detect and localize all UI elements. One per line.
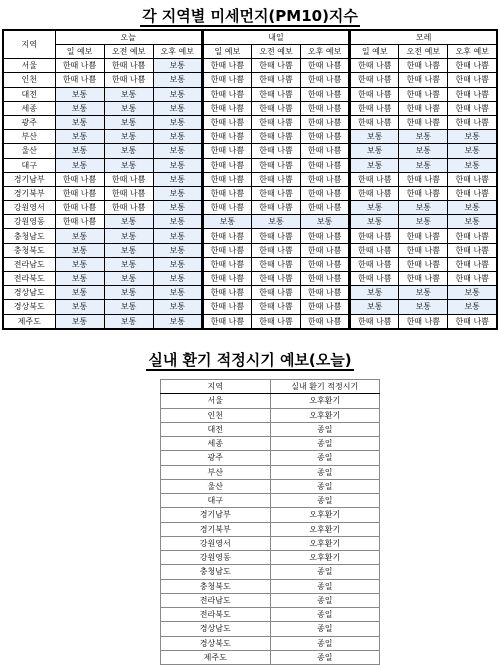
forecast-cell: 한때 나쁨 [202, 115, 251, 129]
forecast-cell: 한때 나쁨 [350, 87, 399, 101]
vent-time-cell: 종일 [270, 650, 380, 664]
forecast-cell: 한때 나쁨 [350, 186, 399, 200]
forecast-cell: 보통 [104, 300, 153, 314]
slot-header: 일 예보 [350, 45, 399, 59]
forecast-cell: 한때 나쁨 [55, 201, 104, 215]
forecast-cell: 보통 [153, 186, 202, 200]
forecast-cell: 한때 나쁨 [251, 257, 300, 271]
forecast-cell: 한때 나쁨 [301, 87, 350, 101]
pm10-forecast-table [2, 29, 498, 330]
vent-time-header: 실내 환기 적정시기 [270, 380, 380, 394]
forecast-cell: 한때 나쁨 [399, 243, 448, 257]
forecast-cell: 보통 [104, 272, 153, 286]
day-header-day-after: 모레 [350, 30, 497, 45]
region-cell: 울산 [3, 144, 55, 158]
vent-time-cell: 오후환기 [270, 551, 380, 565]
region-cell: 인천 [3, 73, 55, 87]
table-row [161, 536, 380, 550]
forecast-cell: 한때 나쁨 [448, 186, 497, 200]
forecast-cell: 보통 [153, 172, 202, 186]
table-row [3, 215, 497, 229]
forecast-cell: 보통 [350, 130, 399, 144]
forecast-cell: 한때 나쁨 [251, 144, 300, 158]
forecast-cell: 보통 [153, 215, 202, 229]
table-row [3, 87, 497, 101]
forecast-cell: 보통 [448, 130, 497, 144]
forecast-cell: 한때 나쁨 [55, 59, 104, 73]
forecast-cell: 보통 [448, 201, 497, 215]
forecast-cell: 한때 나쁨 [301, 186, 350, 200]
table-row [3, 101, 497, 115]
forecast-cell: 한때 나쁨 [202, 300, 251, 314]
forecast-cell: 한때 나쁨 [251, 115, 300, 129]
forecast-cell: 한때 나쁨 [202, 130, 251, 144]
forecast-cell: 보통 [153, 87, 202, 101]
slot-header: 오전 예보 [399, 45, 448, 59]
forecast-cell: 한때 나쁨 [448, 172, 497, 186]
forecast-cell: 보통 [399, 144, 448, 158]
table-row [161, 451, 380, 465]
table-row [161, 636, 380, 650]
forecast-cell: 보통 [153, 272, 202, 286]
region-cell: 경기남부 [3, 172, 55, 186]
forecast-cell: 한때 나쁨 [202, 243, 251, 257]
forecast-cell: 한때 나쁨 [301, 172, 350, 186]
table-row [161, 494, 380, 508]
forecast-cell: 한때 나쁨 [202, 101, 251, 115]
forecast-cell: 한때 나쁨 [202, 144, 251, 158]
forecast-cell: 한때 나쁨 [399, 87, 448, 101]
region-cell: 경기북부 [3, 186, 55, 200]
vent-region-cell: 경상남도 [161, 622, 271, 636]
forecast-cell: 한때 나쁨 [251, 73, 300, 87]
forecast-cell: 보통 [399, 130, 448, 144]
vent-time-cell: 종일 [270, 622, 380, 636]
region-header: 지역 [3, 30, 55, 59]
forecast-cell: 보통 [104, 286, 153, 300]
forecast-cell: 한때 나쁨 [301, 243, 350, 257]
forecast-cell: 한때 나쁨 [399, 186, 448, 200]
table-row [161, 579, 380, 593]
table-row [3, 73, 497, 87]
forecast-cell: 한때 나쁨 [399, 101, 448, 115]
forecast-cell: 한때 나쁨 [251, 286, 300, 300]
vent-region-cell: 서울 [161, 394, 271, 408]
vent-region-cell: 인천 [161, 408, 271, 422]
forecast-cell: 한때 나쁨 [448, 101, 497, 115]
forecast-cell: 한때 나쁨 [104, 172, 153, 186]
vent-time-cell: 오후환기 [270, 394, 380, 408]
vent-region-cell: 부산 [161, 465, 271, 479]
forecast-cell: 보통 [55, 158, 104, 172]
forecast-cell: 한때 나쁨 [448, 243, 497, 257]
forecast-cell: 한때 나쁨 [448, 59, 497, 73]
ventilation-header-row [161, 380, 380, 394]
table-row [3, 144, 497, 158]
forecast-cell: 보통 [350, 286, 399, 300]
forecast-cell: 보통 [104, 130, 153, 144]
forecast-cell: 한때 나쁨 [448, 229, 497, 243]
table-row [161, 551, 380, 565]
forecast-cell: 한때 나쁨 [251, 87, 300, 101]
vent-region-cell: 전라북도 [161, 608, 271, 622]
forecast-cell: 한때 나쁨 [202, 172, 251, 186]
vent-time-cell: 종일 [270, 451, 380, 465]
forecast-cell: 보통 [399, 201, 448, 215]
forecast-cell: 한때 나쁨 [251, 59, 300, 73]
forecast-cell: 한때 나쁨 [448, 257, 497, 271]
vent-time-cell: 종일 [270, 565, 380, 579]
forecast-cell: 보통 [55, 272, 104, 286]
vent-time-cell: 오후환기 [270, 508, 380, 522]
region-cell: 강원영서 [3, 201, 55, 215]
forecast-cell: 보통 [55, 314, 104, 329]
forecast-cell: 보통 [104, 314, 153, 329]
table-row [3, 201, 497, 215]
table-row [3, 158, 497, 172]
forecast-cell: 한때 나쁨 [350, 243, 399, 257]
vent-time-cell: 종일 [270, 636, 380, 650]
table-row [3, 257, 497, 271]
forecast-cell: 한때 나쁨 [448, 87, 497, 101]
region-cell: 충청북도 [3, 243, 55, 257]
table-row [161, 622, 380, 636]
vent-region-cell: 충청북도 [161, 579, 271, 593]
forecast-cell: 한때 나쁨 [301, 73, 350, 87]
vent-region-cell: 경상북도 [161, 636, 271, 650]
vent-region-cell: 세종 [161, 437, 271, 451]
forecast-cell: 보통 [153, 130, 202, 144]
vent-time-cell: 오후환기 [270, 408, 380, 422]
forecast-cell: 한때 나쁨 [202, 59, 251, 73]
vent-region-cell: 충청남도 [161, 565, 271, 579]
table-row [3, 243, 497, 257]
vent-time-cell: 종일 [270, 437, 380, 451]
forecast-cell: 보통 [153, 243, 202, 257]
forecast-cell: 한때 나쁨 [399, 229, 448, 243]
table-row [161, 593, 380, 607]
forecast-cell: 한때 나쁨 [251, 201, 300, 215]
forecast-cell: 한때 나쁨 [399, 115, 448, 129]
forecast-cell: 보통 [153, 314, 202, 329]
region-cell: 광주 [3, 115, 55, 129]
forecast-cell: 한때 나쁨 [202, 286, 251, 300]
forecast-cell: 한때 나쁨 [55, 186, 104, 200]
forecast-cell: 한때 나쁨 [448, 73, 497, 87]
forecast-cell: 한때 나쁨 [399, 59, 448, 73]
forecast-cell: 보통 [350, 201, 399, 215]
table-row [161, 437, 380, 451]
vent-region-cell: 광주 [161, 451, 271, 465]
forecast-cell: 한때 나쁨 [301, 257, 350, 271]
table-row [3, 272, 497, 286]
table-row [161, 394, 380, 408]
forecast-cell: 한때 나쁨 [448, 272, 497, 286]
forecast-cell: 한때 나쁨 [251, 172, 300, 186]
table-row [3, 229, 497, 243]
forecast-cell: 한때 나쁨 [301, 130, 350, 144]
slot-header: 오전 예보 [251, 45, 300, 59]
vent-time-cell: 종일 [270, 608, 380, 622]
forecast-cell: 한때 나쁨 [202, 73, 251, 87]
forecast-cell: 한때 나쁨 [399, 73, 448, 87]
region-cell: 대구 [3, 158, 55, 172]
forecast-cell: 한때 나쁨 [350, 101, 399, 115]
forecast-cell: 보통 [153, 257, 202, 271]
vent-time-cell: 종일 [270, 494, 380, 508]
forecast-cell: 한때 나쁨 [350, 115, 399, 129]
table-row [161, 508, 380, 522]
forecast-cell: 한때 나쁨 [104, 201, 153, 215]
forecast-cell: 한때 나쁨 [301, 59, 350, 73]
vent-time-cell: 종일 [270, 579, 380, 593]
table-row [161, 479, 380, 493]
forecast-cell: 한때 나쁨 [350, 257, 399, 271]
forecast-cell: 한때 나쁨 [104, 186, 153, 200]
forecast-cell: 한때 나쁨 [301, 201, 350, 215]
forecast-cell: 보통 [55, 144, 104, 158]
table-row [161, 650, 380, 664]
forecast-cell: 한때 나쁨 [251, 314, 300, 329]
forecast-cell: 보통 [55, 257, 104, 271]
forecast-cell: 보통 [104, 101, 153, 115]
region-cell: 대전 [3, 87, 55, 101]
forecast-cell: 한때 나쁨 [301, 314, 350, 329]
forecast-cell: 한때 나쁨 [55, 73, 104, 87]
forecast-cell: 한때 나쁨 [104, 59, 153, 73]
table-row [3, 130, 497, 144]
forecast-cell: 한때 나쁨 [251, 272, 300, 286]
forecast-cell: 보통 [153, 300, 202, 314]
forecast-cell: 보통 [55, 243, 104, 257]
region-cell: 부산 [3, 130, 55, 144]
region-cell: 강원영동 [3, 215, 55, 229]
forecast-cell: 보통 [153, 59, 202, 73]
forecast-cell: 보통 [153, 201, 202, 215]
forecast-cell: 보통 [448, 144, 497, 158]
forecast-cell: 보통 [399, 300, 448, 314]
vent-region-cell: 경기남부 [161, 508, 271, 522]
region-cell: 세종 [3, 101, 55, 115]
vent-time-cell: 종일 [270, 465, 380, 479]
vent-region-cell: 전라남도 [161, 593, 271, 607]
table-row [161, 522, 380, 536]
forecast-cell: 보통 [104, 144, 153, 158]
forecast-cell: 보통 [399, 158, 448, 172]
vent-region-cell: 경기북부 [161, 522, 271, 536]
forecast-cell: 보통 [350, 215, 399, 229]
forecast-cell: 보통 [104, 215, 153, 229]
forecast-cell: 한때 나쁨 [251, 243, 300, 257]
forecast-cell: 보통 [448, 158, 497, 172]
region-cell: 충청남도 [3, 229, 55, 243]
forecast-cell: 보통 [350, 144, 399, 158]
slot-header: 오후 예보 [301, 45, 350, 59]
forecast-cell: 한때 나쁨 [202, 186, 251, 200]
table-row [3, 186, 497, 200]
vent-region-cell: 강원영서 [161, 536, 271, 550]
forecast-cell: 보통 [104, 158, 153, 172]
forecast-cell: 한때 나쁨 [301, 286, 350, 300]
forecast-cell: 보통 [55, 130, 104, 144]
forecast-cell: 보통 [55, 229, 104, 243]
slot-header: 일 예보 [55, 45, 104, 59]
forecast-cell: 보통 [104, 257, 153, 271]
forecast-cell: 한때 나쁨 [448, 115, 497, 129]
region-cell: 경상남도 [3, 286, 55, 300]
pm10-slot-header-row [3, 45, 497, 59]
forecast-cell: 한때 나쁨 [202, 201, 251, 215]
table-row [3, 115, 497, 129]
pm10-day-header-row [3, 30, 497, 45]
forecast-cell: 한때 나쁨 [251, 130, 300, 144]
vent-region-cell: 강원영동 [161, 551, 271, 565]
forecast-cell: 한때 나쁨 [301, 144, 350, 158]
forecast-cell: 한때 나쁨 [202, 87, 251, 101]
forecast-cell: 보통 [448, 215, 497, 229]
forecast-cell: 한때 나쁨 [399, 314, 448, 329]
forecast-cell: 한때 나쁨 [202, 229, 251, 243]
vent-time-cell: 오후환기 [270, 536, 380, 550]
forecast-cell: 한때 나쁨 [104, 73, 153, 87]
region-cell: 서울 [3, 59, 55, 73]
forecast-cell: 보통 [448, 286, 497, 300]
region-cell: 전라남도 [3, 257, 55, 271]
forecast-cell: 보통 [153, 158, 202, 172]
forecast-cell: 한때 나쁨 [301, 229, 350, 243]
vent-time-cell: 종일 [270, 593, 380, 607]
forecast-cell: 한때 나쁨 [350, 229, 399, 243]
forecast-cell: 한때 나쁨 [251, 158, 300, 172]
table-row [161, 408, 380, 422]
forecast-cell: 보통 [104, 229, 153, 243]
forecast-cell: 한때 나쁨 [301, 158, 350, 172]
forecast-cell: 보통 [55, 286, 104, 300]
forecast-cell: 한때 나쁨 [350, 314, 399, 329]
vent-region-cell: 울산 [161, 479, 271, 493]
vent-time-cell: 종일 [270, 479, 380, 493]
forecast-cell: 보통 [55, 300, 104, 314]
table-row [3, 300, 497, 314]
table-row [3, 59, 497, 73]
forecast-cell: 보통 [153, 73, 202, 87]
vent-region-cell: 대전 [161, 422, 271, 436]
forecast-cell: 한때 나쁨 [55, 215, 104, 229]
forecast-cell: 한때 나쁨 [251, 186, 300, 200]
table-row [3, 314, 497, 329]
ventilation-table [160, 379, 380, 665]
forecast-cell: 한때 나쁨 [350, 272, 399, 286]
table-row [161, 422, 380, 436]
forecast-cell: 한때 나쁨 [350, 59, 399, 73]
slot-header: 오후 예보 [448, 45, 497, 59]
vent-time-cell: 오후환기 [270, 522, 380, 536]
table-row [3, 172, 497, 186]
forecast-cell: 한때 나쁨 [399, 172, 448, 186]
vent-region-header: 지역 [161, 380, 271, 394]
forecast-cell: 한때 나쁨 [448, 314, 497, 329]
table-row [161, 565, 380, 579]
slot-header: 일 예보 [202, 45, 251, 59]
forecast-cell: 보통 [350, 158, 399, 172]
forecast-cell: 한때 나쁨 [251, 229, 300, 243]
forecast-cell: 보통 [55, 115, 104, 129]
region-cell: 전라북도 [3, 272, 55, 286]
forecast-cell: 보통 [55, 101, 104, 115]
forecast-cell: 보통 [153, 286, 202, 300]
slot-header: 오후 예보 [153, 45, 202, 59]
forecast-cell: 보통 [399, 215, 448, 229]
forecast-cell: 한때 나쁨 [202, 314, 251, 329]
forecast-cell: 한때 나쁨 [350, 172, 399, 186]
forecast-cell: 보통 [104, 87, 153, 101]
table-row [3, 286, 497, 300]
forecast-cell: 보통 [104, 243, 153, 257]
forecast-cell: 한때 나쁨 [301, 272, 350, 286]
forecast-cell: 보통 [153, 229, 202, 243]
forecast-cell: 한때 나쁨 [55, 172, 104, 186]
table-row [161, 608, 380, 622]
day-header-today: 오늘 [55, 30, 202, 45]
vent-time-cell: 종일 [270, 422, 380, 436]
forecast-cell: 한때 나쁨 [202, 257, 251, 271]
vent-region-cell: 제주도 [161, 650, 271, 664]
forecast-cell: 한때 나쁨 [399, 257, 448, 271]
day-header-tomorrow: 내일 [202, 30, 349, 45]
ventilation-title: 실내 환기 적정시기 예보(오늘) [148, 351, 352, 369]
forecast-cell: 보통 [251, 215, 300, 229]
forecast-cell: 보통 [153, 144, 202, 158]
forecast-cell: 보통 [399, 286, 448, 300]
forecast-cell: 한때 나쁨 [251, 101, 300, 115]
forecast-cell: 보통 [448, 300, 497, 314]
pm10-title: 각 지역별 미세먼지(PM10)지수 [142, 7, 358, 25]
forecast-cell: 한때 나쁨 [202, 158, 251, 172]
forecast-cell: 한때 나쁨 [202, 272, 251, 286]
forecast-cell: 보통 [301, 215, 350, 229]
forecast-cell: 한때 나쁨 [301, 101, 350, 115]
forecast-cell: 보통 [104, 115, 153, 129]
forecast-cell: 한때 나쁨 [301, 300, 350, 314]
forecast-cell: 보통 [202, 215, 251, 229]
forecast-cell: 한때 나쁨 [301, 115, 350, 129]
table-row [161, 465, 380, 479]
region-cell: 제주도 [3, 314, 55, 329]
forecast-cell: 보통 [350, 300, 399, 314]
region-cell: 경상북도 [3, 300, 55, 314]
slot-header: 오전 예보 [104, 45, 153, 59]
forecast-cell: 한때 나쁨 [399, 272, 448, 286]
forecast-cell: 한때 나쁨 [350, 73, 399, 87]
forecast-cell: 한때 나쁨 [251, 300, 300, 314]
forecast-cell: 보통 [153, 101, 202, 115]
vent-region-cell: 대구 [161, 494, 271, 508]
forecast-cell: 보통 [55, 87, 104, 101]
forecast-cell: 보통 [153, 115, 202, 129]
